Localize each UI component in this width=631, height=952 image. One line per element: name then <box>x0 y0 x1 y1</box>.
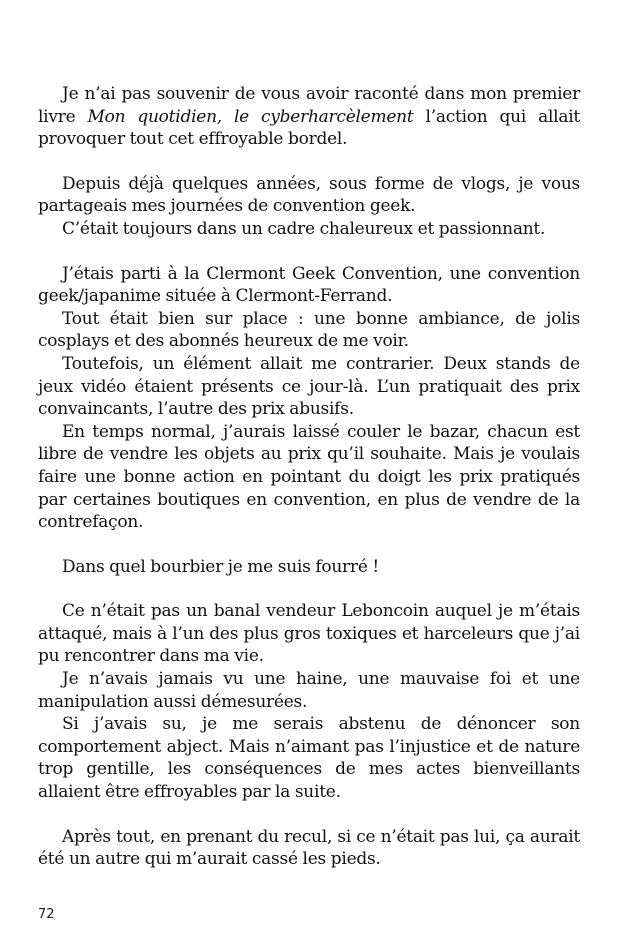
paragraph-gap <box>38 804 580 826</box>
paragraph-1-start: Je n’ai pas souvenir de vous avoir raconté dans mon premier livre <box>38 84 580 127</box>
paragraph-1-end: l’action qui allait provoquer tout cet effroyable bordel. <box>38 106 580 150</box>
paragraph-7: En temps normal, j’aurais laissé couler le bazar, chacun est libre de vendre les objets au prix qu’il souhaite. Mais je voulais faire une bonne action en pointant du doigt les prix pratiqués par certaines boutiques en convention, en plus de vendre de la contrefaçon. <box>38 421 580 533</box>
book-title: Mon quotidien, le cyberharcèlement <box>87 106 414 127</box>
paragraph-gap <box>38 578 580 600</box>
paragraph-9: Ce n’était pas un banal vendeur Leboncoin auquel je m’étais attaqué, mais à l’un des plus gros toxiques et harceleurs que j’ai pu rencontrer dans ma vie. <box>38 601 580 667</box>
page-body <box>38 83 580 871</box>
paragraph-gap <box>38 241 580 263</box>
paragraph-4: J’étais parti à la Clermont Geek Convention, une convention geek/japanime située à Clermont-Ferrand. <box>38 263 580 307</box>
paragraph-1 <box>38 83 580 151</box>
paragraph-11: Si j’avais su, je me serais abstenu de dénoncer son comportement abject. Mais n’aimant pas l’injustice et de nature trop gentille, les conséquences de mes actes bienveillants allaient être effroyables par la suite. <box>38 714 580 803</box>
paragraph-2: Depuis déjà quelques années, sous forme de vlogs, je vous partageais mes journées de convention geek. <box>38 173 580 217</box>
paragraph-5: Tout était bien sur place : une bonne ambiance, de jolis cosplays et des abonnés heureux de me voir. <box>38 308 580 352</box>
paragraph-6: Toutefois, un élément allait me contrarier. Deux stands de jeux vidéo étaient présents ce jour-là. L’un pratiquait des prix convaincants, l’autre des prix abusifs. <box>38 353 580 420</box>
paragraph-gap <box>38 151 580 173</box>
paragraph-10: Je n’avais jamais vu une haine, une mauvaise foi et une manipulation aussi démesurées. <box>38 669 580 712</box>
paragraph-3: C’était toujours dans un cadre chaleureux et passionnant. <box>62 218 546 239</box>
page-number: 72 <box>38 907 55 922</box>
paragraph-8: Dans quel bourbier je me suis fourré ! <box>62 556 379 577</box>
paragraph-gap <box>38 534 580 556</box>
paragraph-12: Après tout, en prenant du recul, si ce n’était pas lui, ça aurait été un autre qui m’aurait cassé les pieds. <box>38 826 580 870</box>
